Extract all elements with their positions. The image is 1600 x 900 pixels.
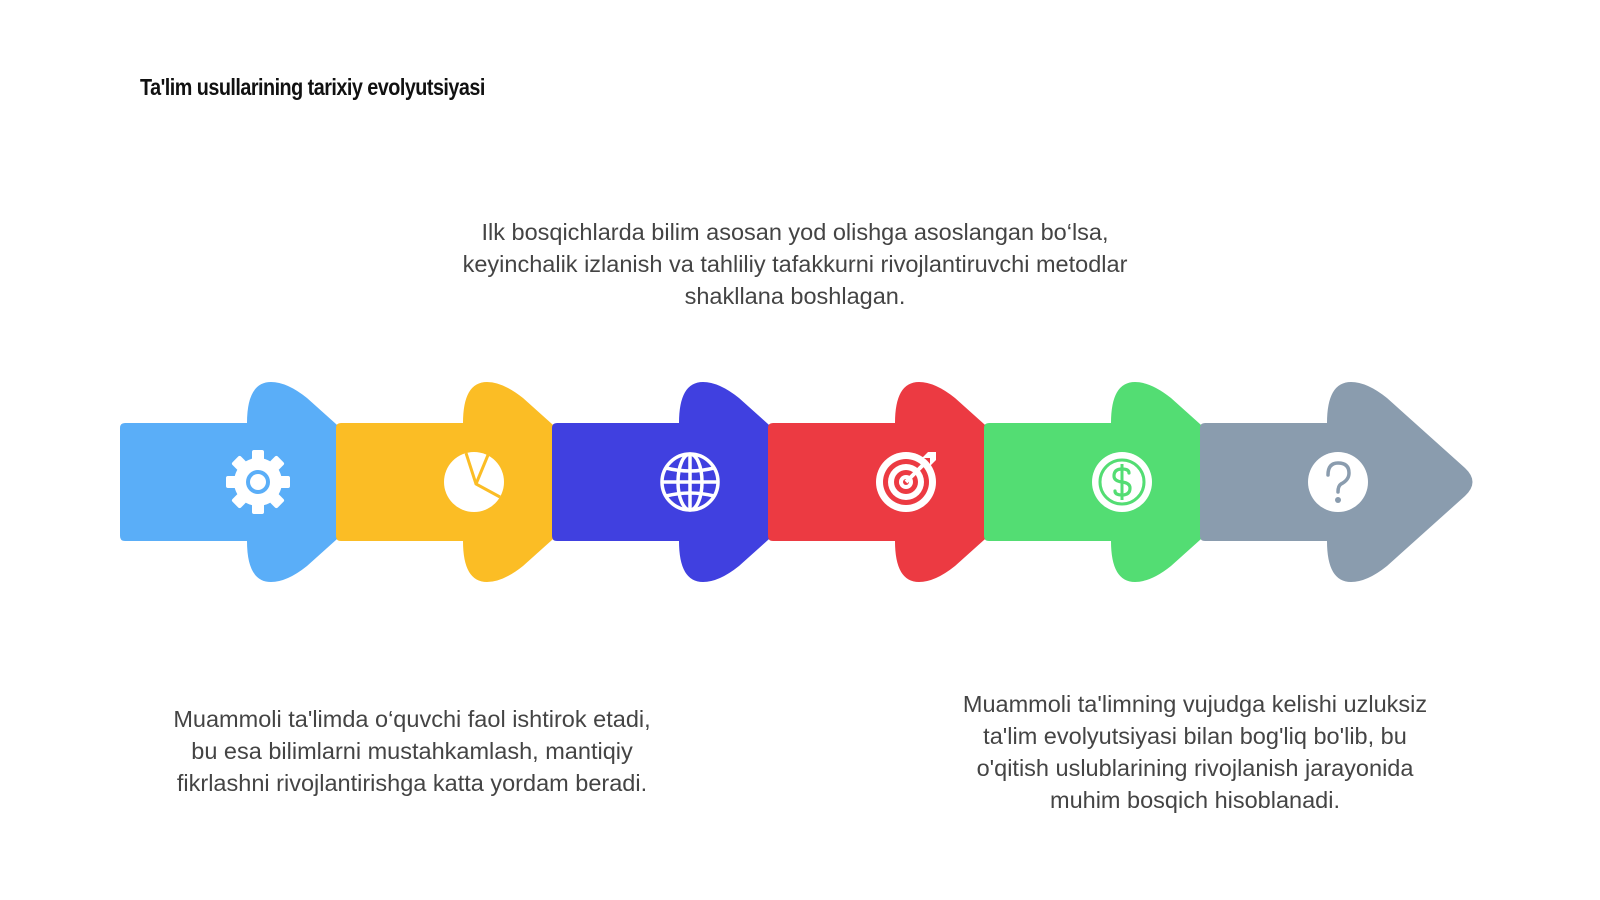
bottom-left-line-3: fikrlashni rivojlantirishga katta yordam beradi. — [176, 770, 648, 796]
bottom-right-line-2: ta'lim evolyutsiyasi bilan bog'liq bo'lib, bu — [983, 723, 1407, 749]
question-icon — [1308, 452, 1368, 512]
globe-icon — [662, 454, 718, 510]
bottom-left-text-block — [122, 703, 702, 799]
bottom-right-text-block — [900, 688, 1490, 816]
top-text-line-3: shakllana boshlagan. — [684, 283, 906, 309]
bottom-right-line-3: o'qitish uslublarining rivojlanish jarayonida — [976, 755, 1414, 781]
target-icon — [876, 452, 936, 512]
bottom-left-line-1: Muammoli ta'limda o‘quvchi faol ishtirok etadi, — [173, 706, 651, 732]
dollar-coin-icon — [1092, 452, 1152, 512]
bottom-left-line-2: bu esa bilimlarni mustahkamlash, mantiqiy — [191, 738, 633, 764]
gear-icon — [226, 450, 290, 514]
top-text-line-1: Ilk bosqichlarda bilim asosan yod olishga asoslangan bo‘lsa, — [481, 219, 1109, 245]
bottom-right-line-1: Muammoli ta'limning vujudga kelishi uzluksiz — [962, 691, 1428, 717]
top-text-line-2: keyinchalik izlanish va tahliliy tafakkurni rivojlantiruvchi metodlar — [462, 251, 1128, 277]
arrow-step-6 — [1200, 382, 1473, 582]
bottom-right-line-4: muhim bosqich hisoblanadi. — [1050, 787, 1340, 813]
pie-chart-icon — [444, 452, 504, 512]
page-title: Ta'lim usullarining tarixiy evolyutsiyasi — [140, 74, 485, 100]
